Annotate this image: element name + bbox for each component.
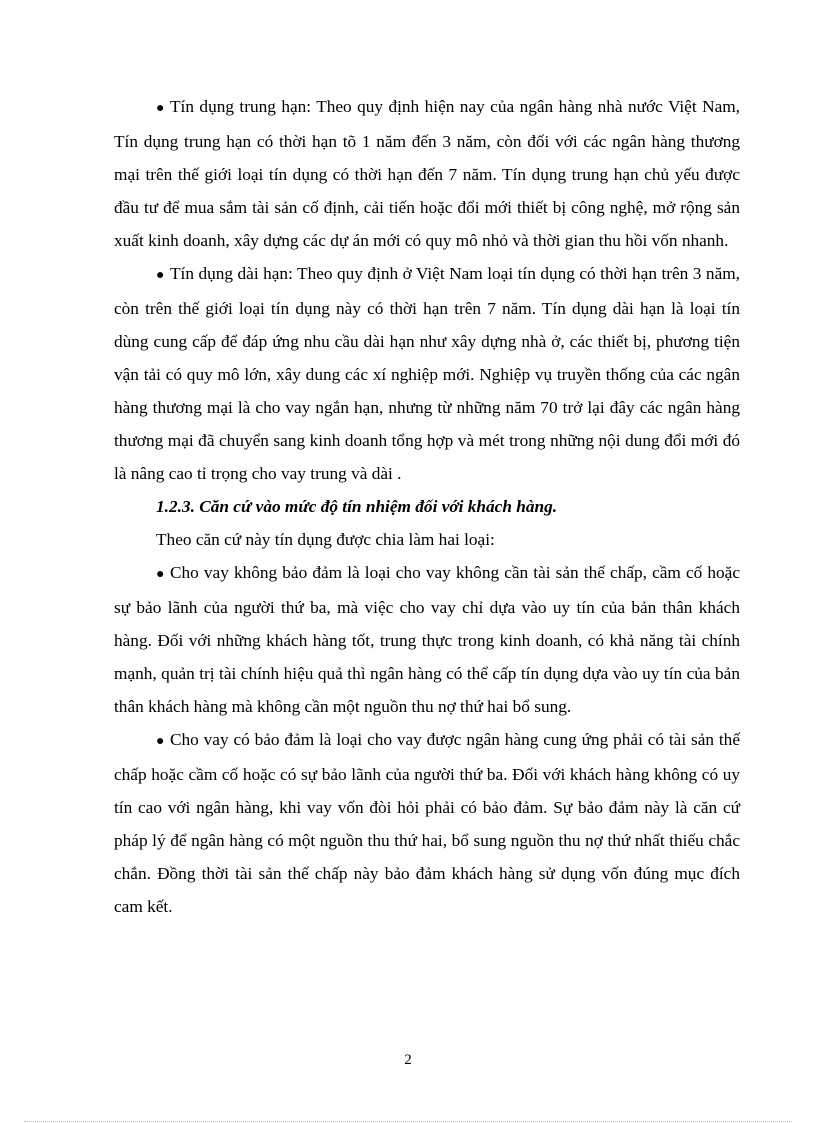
paragraph-text: Tín dụng dài hạn: Theo quy định ở Việt Nam loại tín dụng có thời hạn trên 3 năm, còn trên thế giới loại tín dụng này có thời hạn trên 7 năm. Tín dụng dài hạn là loại tín dùng cung cấp để đáp ứng nhu cầu dài hạn như xây dựng nhà ở, các thiết bị, phương tiện vận tải có quy mô lớn, xây dung các xí nghiệp mới. Nghiệp vụ truyền thống của các ngân hàng thương mại là cho vay ngắn hạn, nhưng từ những năm 70 trở lại đây các ngân hàng thương mại đã chuyển sang kinh doanh tổng hợp và mét trong những nội dung đổi mới đó là nâng cao tỉ trọng cho vay trung và dài .	[114, 264, 740, 483]
bullet-icon: ●	[156, 101, 165, 116]
document-body	[114, 90, 740, 923]
bullet-icon: ●	[156, 734, 165, 749]
section-heading: 1.2.3. Căn cứ vào mức độ tín nhiệm đối với khách hàng.	[156, 497, 558, 516]
paragraph-unsecured-loan	[114, 556, 740, 723]
paragraph-long-term-credit	[114, 257, 740, 490]
bullet-icon: ●	[156, 268, 165, 283]
bullet-icon: ●	[156, 567, 165, 582]
paragraph-medium-term-credit	[114, 90, 740, 257]
paragraph-text: Cho vay không bảo đảm là loại cho vay không cần tài sản thế chấp, cầm cố hoặc sự bảo lãnh của người thứ ba, mà việc cho vay chỉ dựa vào uy tín của bản thân khách hàng. Đối với những khách hàng tốt, trung thực trong kinh doanh, có khả năng tài chính mạnh, quản trị tài chính hiệu quả thì ngân hàng có thể cấp tín dụng dựa vào uy tín của bản thân khách hàng mà không cần một nguồn thu nợ thứ hai bổ sung.	[114, 563, 740, 716]
intro-paragraph: Theo căn cứ này tín dụng được chia làm hai loại:	[156, 530, 495, 549]
paragraph-text: Cho vay có bảo đảm là loại cho vay được ngân hàng cung ứng phải có tài sản thế chấp hoặc cầm cố hoặc có sự bảo lãnh của người thứ ba. Đối với khách hàng không có uy tín cao với ngân hàng, khi vay vốn đòi hỏi phải có bảo đảm. Sự bảo đảm này là căn cứ pháp lý để ngân hàng có một nguồn thu thứ hai, bổ sung nguồn thu nợ thứ nhất thiếu chắc chắn. Đồng thời tài sản thế chấp này bảo đảm khách hàng sử dụng vốn đúng mục đích cam kết.	[114, 730, 740, 916]
page-number: 2	[404, 1052, 412, 1068]
paragraph-text: Tín dụng trung hạn: Theo quy định hiện nay của ngân hàng nhà nước Việt Nam, Tín dụng trung hạn có thời hạn tõ 1 năm đến 3 năm, còn đối với các ngân hàng thương mại trên thế giới loại tín dụng có thời hạn đến 7 năm. Tín dụng trung hạn chủ yếu được đầu tư để mua sắm tài sản cố định, cải tiến hoặc đổi mới thiết bị công nghệ, mở rộng sản xuất kinh doanh, xây dựng các dự án mới có quy mô nhỏ và thời gian thu hồi vốn nhanh.	[114, 97, 740, 250]
footer-divider	[24, 1121, 792, 1122]
paragraph-secured-loan	[114, 723, 740, 923]
